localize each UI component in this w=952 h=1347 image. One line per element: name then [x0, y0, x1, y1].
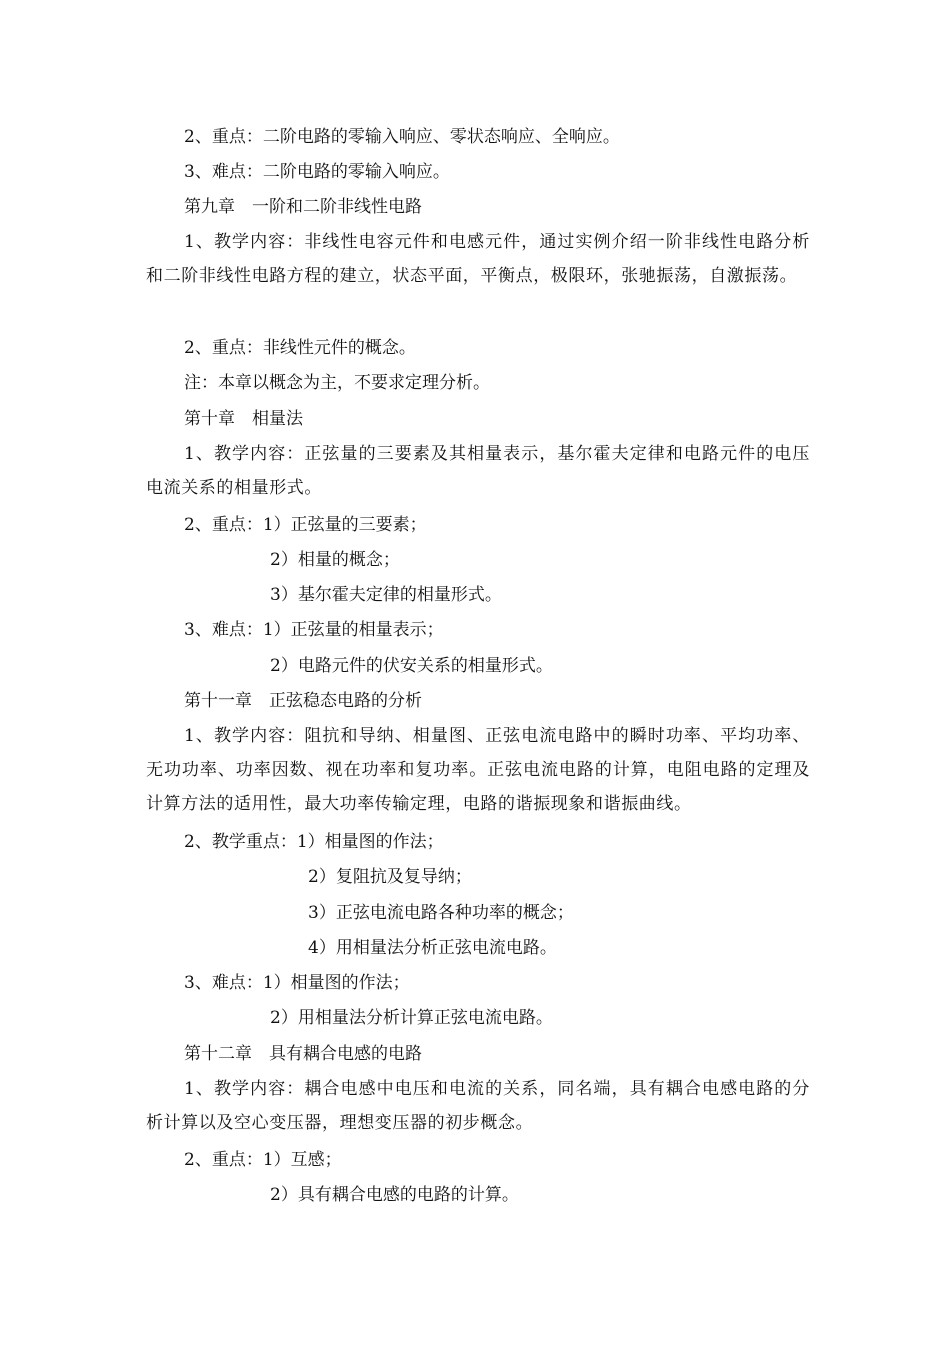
chapter9-content: 1、教学内容：非线性电容元件和电感元件，通过实例介绍一阶非线性电路分析和二阶非线性电路方程的建立，状态平面，平衡点，极限环，张驰振荡，自激振荡。 [146, 232, 810, 286]
chapter9-note: 注：本章以概念为主，不要求定理分析。 [184, 373, 490, 393]
chapter10-key-point-2: 2）相量的概念； [270, 550, 400, 570]
chapter12-content: 1、教学内容：耦合电感中电压和电流的关系，同名端，具有耦合电感电路的分析计算以及空心变压器，理想变压器的初步概念。 [146, 1079, 810, 1133]
chapter12-key-point-2: 2）具有耦合电感的电路的计算。 [270, 1185, 519, 1205]
chapter10-key-point-3: 3）基尔霍夫定律的相量形式。 [270, 585, 502, 605]
chapter12-heading: 第十二章 具有耦合电感的电路 [184, 1044, 422, 1064]
chapter9-key-points: 2、重点：非线性元件的概念。 [184, 338, 416, 358]
chapter10-difficulty-1: 3、难点：1）正弦量的相量表示； [184, 620, 444, 640]
chapter11-difficulty-2: 2）用相量法分析计算正弦电流电路。 [270, 1008, 553, 1028]
chapter11-key-point-4: 4）用相量法分析正弦电流电路。 [308, 938, 557, 958]
chapter8-difficulties: 3、难点：二阶电路的零输入响应。 [184, 162, 450, 182]
chapter11-key-point-2: 2）复阻抗及复导纳； [308, 867, 472, 887]
chapter12-key-point-1: 2、重点：1）互感； [184, 1150, 342, 1170]
chapter10-key-point-1: 2、重点：1）正弦量的三要素； [184, 515, 427, 535]
chapter11-key-point-3: 3）正弦电流电路各种功率的概念； [308, 903, 574, 923]
chapter10-difficulty-2: 2）电路元件的伏安关系的相量形式。 [270, 656, 553, 676]
chapter11-difficulty-1: 3、难点：1）相量图的作法； [184, 973, 410, 993]
chapter11-heading: 第十一章 正弦稳态电路的分析 [184, 691, 422, 711]
chapter10-heading: 第十章 相量法 [184, 409, 303, 429]
chapter11-key-point-1: 2、教学重点：1）相量图的作法； [184, 832, 444, 852]
chapter8-key-points: 2、重点：二阶电路的零输入响应、零状态响应、全响应。 [184, 127, 620, 147]
chapter11-content: 1、教学内容：阻抗和导纳、相量图、正弦电流电路中的瞬时功率、平均功率、无功功率、功率因数、视在功率和复功率。正弦电流电路的计算，电阻电路的定理及计算方法的适用性，最大功率传输定理，电路的谐振现象和谐振曲线。 [146, 726, 810, 814]
chapter10-content: 1、教学内容：正弦量的三要素及其相量表示，基尔霍夫定律和电路元件的电压电流关系的相量形式。 [146, 444, 810, 498]
chapter9-heading: 第九章 一阶和二阶非线性电路 [184, 197, 422, 217]
